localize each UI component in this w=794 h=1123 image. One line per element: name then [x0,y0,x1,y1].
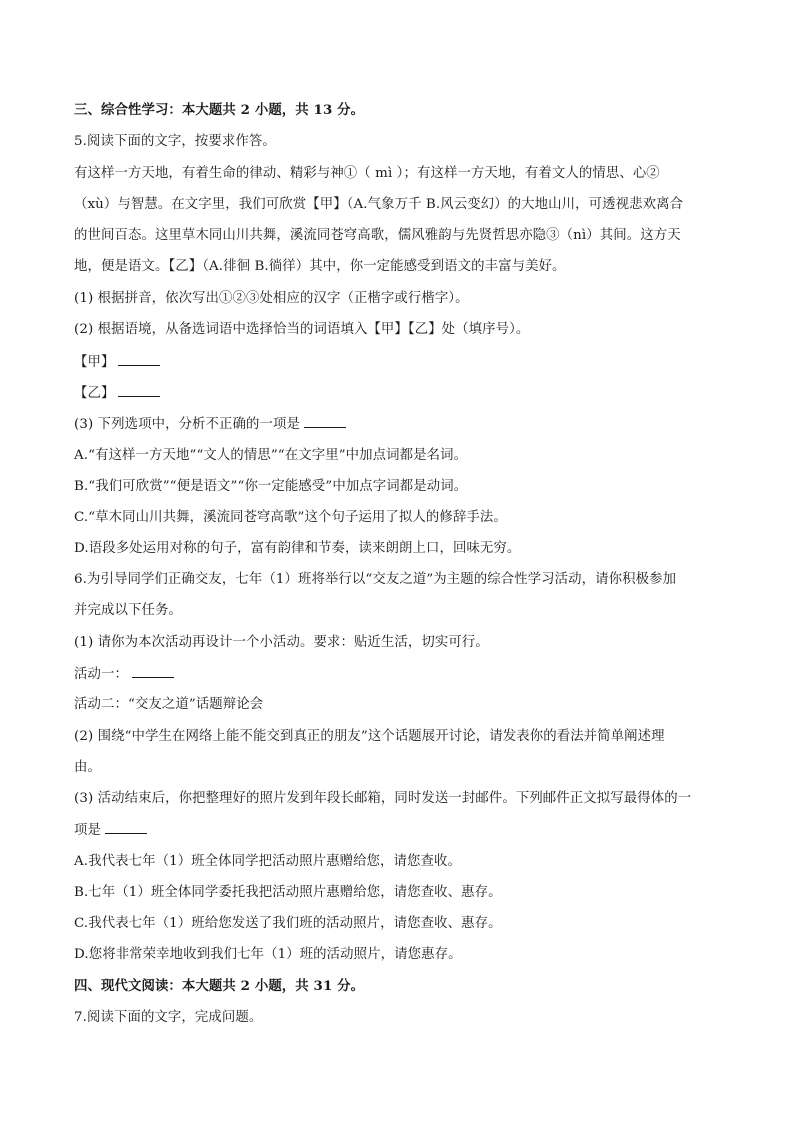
q6-option-c: C.我代表七年（1）班给您发送了我们班的活动照片，请您查收、惠存。 [74,916,502,931]
q6-sub3-tail: 项是 [74,823,101,838]
q6-sub2-line-1: (2) 围绕“中学生在网络上能不能交到真正的朋友”这个话题展开讨论，请发表你的看法并简单阐述理 [74,729,665,744]
q6-sub1: (1) 请你为本次活动再设计一个小活动。要求：贴近生活，切实可行。 [74,635,489,650]
q5-sub2: (2) 根据语境，从备选词语中选择恰当的词语填入【甲】【乙】处（填序号）。 [74,322,530,337]
q6-sub3-line-1: (3) 活动结束后，你把整理好的照片发到年段长邮箱，同时发送一封邮件。下列邮件正文拟写最得体的一 [74,791,692,806]
q6-option-a: A.我代表七年（1）班全体同学把活动照片惠赠给您，请您查收。 [74,854,461,869]
q6-stem-line-2: 并完成以下任务。 [74,603,182,618]
q5-option-a: A.“有这样一方天地”“文人的情思”“在文字里”中加点词都是名词。 [74,448,468,463]
q6-activity-2: 活动二：“交友之道”话题辩论会 [74,697,264,712]
q5-sub1: (1) 根据拼音，依次写出①②③处相应的汉字（正楷字或行楷字）。 [74,291,469,306]
q6-activity-1-line [74,665,724,684]
q5-passage-line-3: 的世间百态。这里草木同山川共舞，溪流同苍穹高歌，儒风雅韵与先贤哲思亦隐③（nì）其间。这方天 [74,228,681,243]
q5-stem: 5.阅读下面的文字，按要求作答。 [74,134,276,149]
section-4-heading: 四、现代文阅读：本大题共 2 小题，共 31 分。 [74,978,365,994]
answer-blank[interactable] [118,384,160,397]
q5-jia-label: 【甲】 [74,355,115,370]
answer-blank[interactable] [132,665,174,678]
q5-passage-line-4: 地，便是语文。【乙】（A.徘徊 B.徜徉）其中，你一定能感受到语文的丰富与美好。 [74,259,566,274]
answer-blank[interactable] [118,353,160,366]
q5-option-b: B.“我们可欣赏”“便是语文”“你一定能感受”中加点字词都是动词。 [74,479,468,494]
q5-sub3: (3) 下列选项中，分析不正确的一项是 [74,417,300,432]
q5-sub3-line [74,415,724,434]
q5-passage-line-2: （xù）与智慧。在文字里，我们可欣赏【甲】（A.气象万千 B.风云变幻）的大地山川，可透视悲欢离合 [74,197,684,212]
q5-jia-line [74,353,724,372]
q6-option-b: B.七年（1）班全体同学委托我把活动照片惠赠给您，请您查收、惠存。 [74,885,502,900]
section-3-heading: 三、综合性学习：本大题共 2 小题，共 13 分。 [74,102,365,118]
q5-option-c: C.“草木同山川共舞，溪流同苍穹高歌”这个句子运用了拟人的修辞手法。 [74,510,507,525]
answer-blank[interactable] [304,415,346,428]
q5-option-d: D.语段多处运用对称的句子，富有韵律和节奏，读来朗朗上口，回味无穷。 [74,541,521,556]
q6-option-d: D.您将非常荣幸地收到我们七年（1）班的活动照片，请您惠存。 [74,947,462,962]
q6-sub2-line-2: 由。 [74,760,101,775]
q6-activity-1-label: 活动一： [74,667,128,682]
q6-sub3-line-2 [74,821,724,840]
answer-blank[interactable] [105,821,147,834]
q7-stem: 7.阅读下面的文字，完成问题。 [74,1010,263,1025]
q6-stem-line-1: 6.为引导同学们正确交友，七年（1）班将举行以“交友之道”为主题的综合性学习活动，请你积极参加 [74,572,677,587]
q5-passage-line-1: 有这样一方天地，有着生命的律动、精彩与神①（ mì ）；有这样一方天地，有着文人的情思、心② [74,166,660,181]
q5-yi-line [74,384,724,403]
q5-yi-label: 【乙】 [74,386,115,401]
